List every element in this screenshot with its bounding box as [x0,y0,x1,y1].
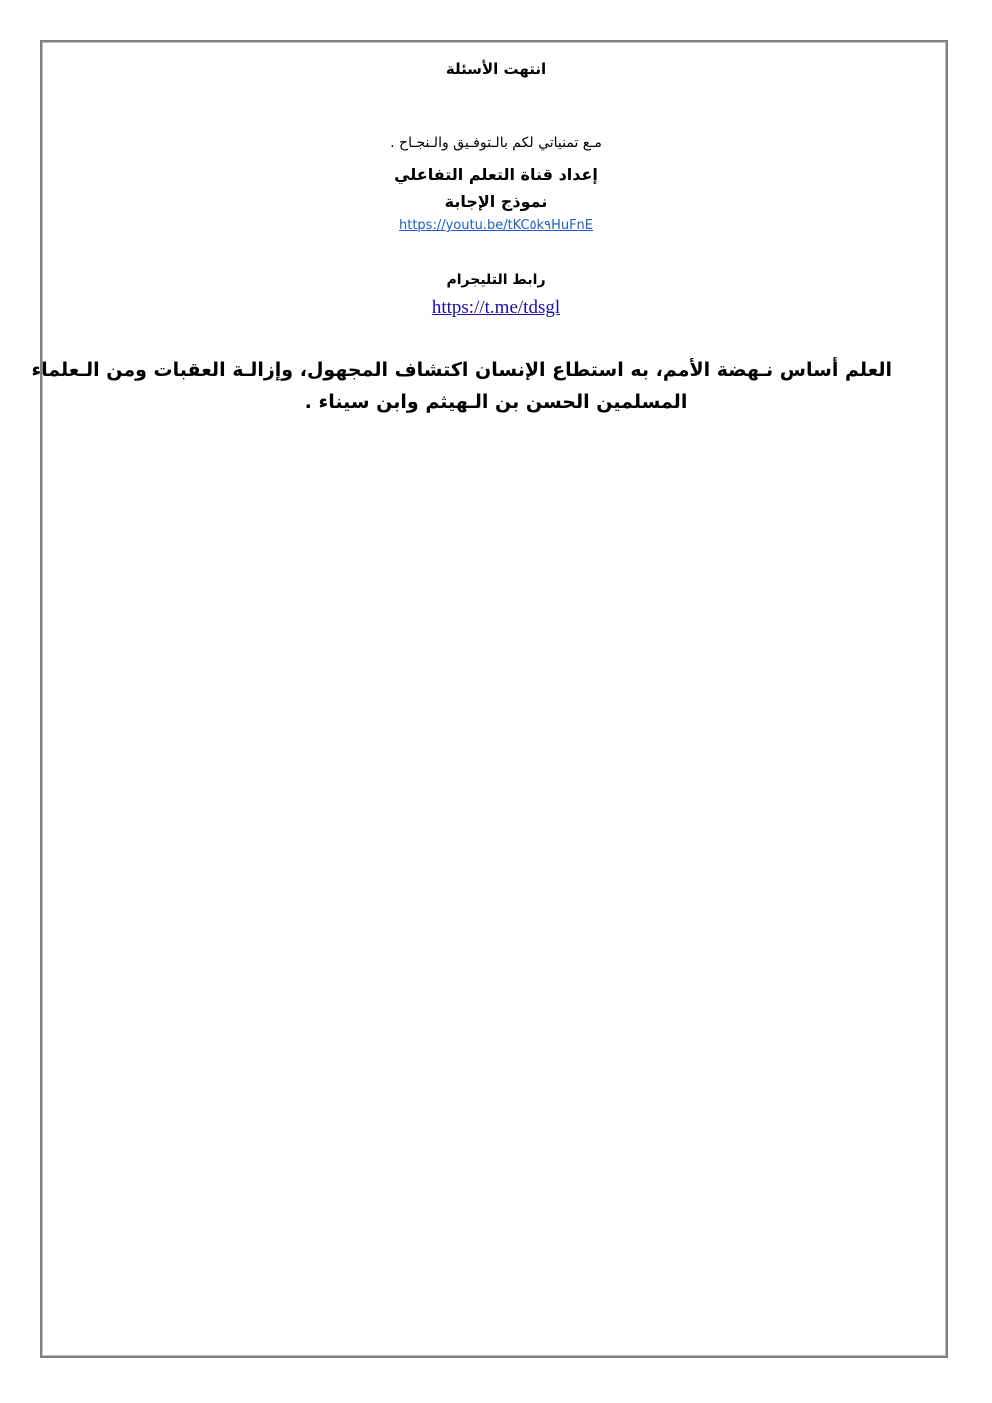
telegram-label: رابط التليجرام [446,272,546,288]
answer-model-text: نموذج الإجابة [444,192,548,211]
youtube-link[interactable]: https://youtu.be/tKC٥k٩HuFnE [398,218,594,233]
quote-line-2: المسلمين الحسن بن الـهيثم وابن سيناء . [304,391,688,413]
quote-line-1: العلم أساس نـهضة الأمم، به استطاع الإنسان اكتشاف المجهول، وإزالـة العقبات ومن الـعلماء [31,359,892,381]
prepared-by-text: إعداد قناة التعلم التفاعلي [394,165,598,184]
wishes-text: مـع تمنياتي لكم بالـتوفـيق والـنجـاح . [390,135,602,151]
page-border-inner [31,42,946,1356]
science-quote [31,354,892,418]
telegram-link[interactable]: https://t.me/tdsgl [431,297,561,318]
end-of-questions-text: انتهت الأسئلة [445,60,547,78]
